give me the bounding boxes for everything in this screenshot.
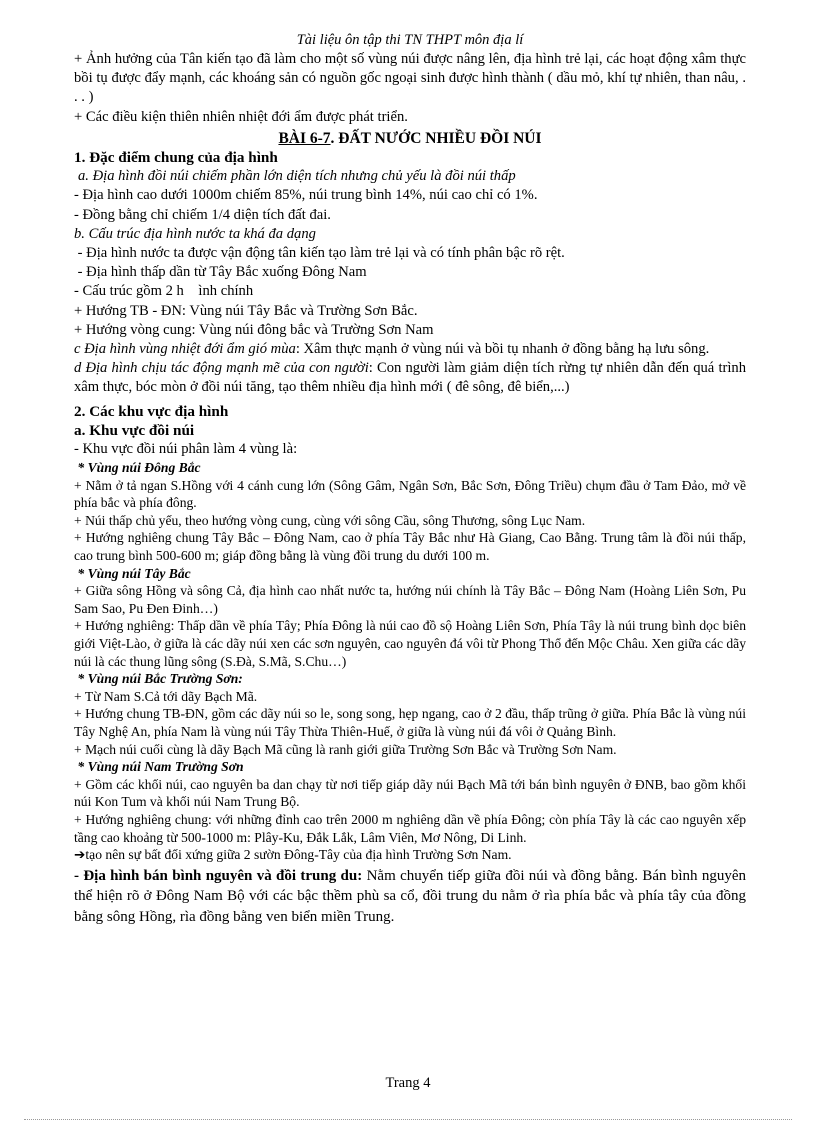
section2-a-intro: - Khu vực đồi núi phân làm 4 vùng là:	[74, 441, 298, 458]
lesson-title	[74, 129, 746, 148]
nam-truong-son-conclusion	[74, 846, 746, 864]
tay-bac-item: + Hướng nghiêng: Thấp dần về phía Tây; Phía Đông là núi cao đồ sộ Hoàng Liên Sơn, Phía Tây là núi trung bình dọc biên giới Việt-Lào, ở giữa là các dãy núi xen các sơn nguyên, cao nguyên đá vôi từ Phong Thổ đến Mộc Châu. Xen giữa các dãy núi là các thung lũng sông (S.Đà, S.Mã, S.Chu…)	[74, 618, 747, 669]
page-header: Tài liệu ôn tập thi TN THPT môn địa lí	[296, 32, 524, 48]
section1-b-item: - Địa hình nước ta được vận động tân kiến tạo làm trẻ lại và có tính phân bậc rõ rệt.	[74, 245, 565, 262]
section1-d-paragraph	[74, 359, 746, 397]
document-body	[74, 50, 746, 927]
dong-bac-item: + Hướng nghiêng chung Tây Bắc – Đông Nam, cao ở phía Tây Bắc như Hà Giang, Cao Bằng. Trung tâm là đồi núi thấp, cao trung bình 500-600 m; giáp đồng bằng là vùng đồi trung du dưới 100 m.	[74, 530, 746, 564]
section2-a-heading: a. Khu vực đồi núi	[74, 421, 195, 439]
section1-b-item: - Cấu trúc gồm 2 h ình chính	[74, 283, 254, 300]
section1-b-item: + Hướng TB - ĐN: Vùng núi Tây Bắc và Trường Sơn Bắc.	[74, 302, 418, 319]
section1-a-item: - Địa hình cao dưới 1000m chiếm 85%, núi trung bình 14%, núi cao chỉ có 1%.	[74, 187, 538, 204]
nam-truong-son-heading: * Vùng núi Nam Trường Sơn	[74, 759, 244, 775]
ban-binh-nguyen-label: - Địa hình bán bình nguyên và đồi trung du:	[74, 867, 363, 884]
ban-binh-nguyen-text: Nằm chuyển tiếp giữa đồi núi và đồng bằng. Bán bình nguyên thể hiện rõ ở Đông Nam Bộ với các bậc thềm phù sa cổ, đồi trung du nằm ở rìa phía bắc và phía tây của đồng bằng sông Hồng, rìa đồng bằng ven biển miền Trung.	[74, 867, 747, 925]
ban-binh-nguyen-paragraph	[74, 866, 746, 928]
section1-d-label: d Địa hình chịu tác động mạnh mẽ của con người	[74, 360, 369, 377]
lesson-name: . ĐẤT NƯỚC NHIỀU ĐỒI NÚI	[330, 129, 542, 147]
bac-truong-son-item: + Mạch núi cuối cùng là dãy Bạch Mã cũng là ranh giới giữa Trường Sơn Bắc và Trường Sơn Nam.	[74, 741, 617, 757]
lesson-number: BÀI 6-7	[278, 129, 331, 147]
section2-heading: 2. Các khu vực địa hình	[74, 402, 229, 420]
section1-d-text: : Con người làm giảm diện tích rừng tự nhiên dẫn đến quá trình xâm thực, bóc mòn ở đồi núi tăng, tạo thêm nhiều địa hình mới ( đê sông, đê biển,...)	[74, 360, 747, 396]
bac-truong-son-heading: * Vùng núi Bắc Trường Sơn:	[74, 671, 243, 687]
tay-bac-item: + Giữa sông Hồng và sông Cả, địa hình cao nhất nước ta, hướng núi chính là Tây Bắc – Đông Nam (Hoàng Liên Sơn, Pu Sam Sao, Pu Đen Đinh…)	[74, 583, 746, 616]
section1-b-heading: b. Cấu trúc địa hình nước ta khá đa dạng	[74, 225, 316, 242]
page-bottom-divider	[24, 1119, 792, 1120]
section1-a-heading: a. Địa hình đồi núi chiếm phần lớn diện tích nhưng chủ yếu là đồi núi thấp	[78, 168, 516, 185]
page-number: Trang 4	[385, 1075, 431, 1091]
section1-c-label: c Địa hình vùng nhiệt đới ẩm gió mùa	[74, 341, 296, 358]
bac-truong-son-item: + Từ Nam S.Cả tới dãy Bạch Mã.	[74, 688, 258, 704]
section1-b-item: + Hướng vòng cung: Vùng núi đông bắc và Trường Sơn Nam	[74, 321, 434, 338]
nam-truong-son-item: + Gồm các khối núi, cao nguyên ba dan chạy từ nơi tiếp giáp dãy núi Bạch Mã tới bán bình nguyên ở ĐNB, bao gồm khối núi Kon Tum và khối núi Nam Trung Bộ.	[74, 776, 746, 810]
section1-c-paragraph	[74, 340, 746, 359]
section1-heading: 1. Đặc điểm chung của địa hình	[74, 149, 278, 167]
section1-a-item: - Đồng bằng chỉ chiếm 1/4 diện tích đất đai.	[74, 206, 331, 223]
region-descriptions	[74, 440, 746, 864]
tay-bac-heading: * Vùng núi Tây Bắc	[74, 565, 191, 581]
intro-paragraph-2: + Các điều kiện thiên nhiên nhiệt đới ẩm được phát triển.	[74, 108, 408, 125]
dong-bac-item: + Núi thấp chủ yếu, theo hướng vòng cung, cùng với sông Cầu, sông Thương, sông Lục Nam.	[74, 512, 586, 528]
conclusion-text: tạo nên sự bất đối xứng giữa 2 sườn Đông-Tây của địa hình Trường Sơn Nam.	[85, 847, 512, 863]
bac-truong-son-item: + Hướng chung TB-ĐN, gồm các dãy núi so le, song song, hẹp ngang, cao ở 2 đầu, thấp trũng ở giữa. Phía Bắc là vùng núi Tây Nghệ An, phía Nam là vùng núi Tây Thừa Thiên-Huế, ở giữa là vùng núi đá vôi ở Quảng Bình.	[74, 706, 746, 739]
section1-c-text: : Xâm thực mạnh ở vùng núi và bồi tụ nhanh ở đồng bằng hạ lưu sông.	[295, 341, 710, 358]
dong-bac-item: + Nằm ở tả ngan S.Hồng với 4 cánh cung lớn (Sông Gâm, Ngân Sơn, Bắc Sơn, Đông Triều) chụm đầu ở Tam Đảo, mở về phía bắc và phía đông.	[74, 477, 746, 511]
dong-bac-heading: * Vùng núi Đông Bắc	[74, 460, 201, 476]
arrow-right-icon: ➔	[74, 847, 86, 863]
intro-paragraph-1: + Ảnh hưởng của Tân kiến tạo đã làm cho một số vùng núi được nâng lên, địa hình trẻ lại, các hoạt động xâm thực bồi tụ được đẩy mạnh, các khoáng sản có nguồn gốc ngoại sinh được hình thành ( dầu mỏ, khí tự nhiên, than nâu, . . . )	[74, 51, 746, 106]
nam-truong-son-item: + Hướng nghiêng chung: với những đỉnh cao trên 2000 m nghiêng dần về phía Đông; còn phía Tây là các cao nguyên xếp tầng cao khoảng từ 500-1000 m: Plây-Ku, Đắk Lắk, Lâm Viên, Mơ Nông, Di Linh.	[74, 811, 746, 845]
section1-b-item: - Địa hình thấp dần từ Tây Bắc xuống Đông Nam	[74, 264, 367, 281]
